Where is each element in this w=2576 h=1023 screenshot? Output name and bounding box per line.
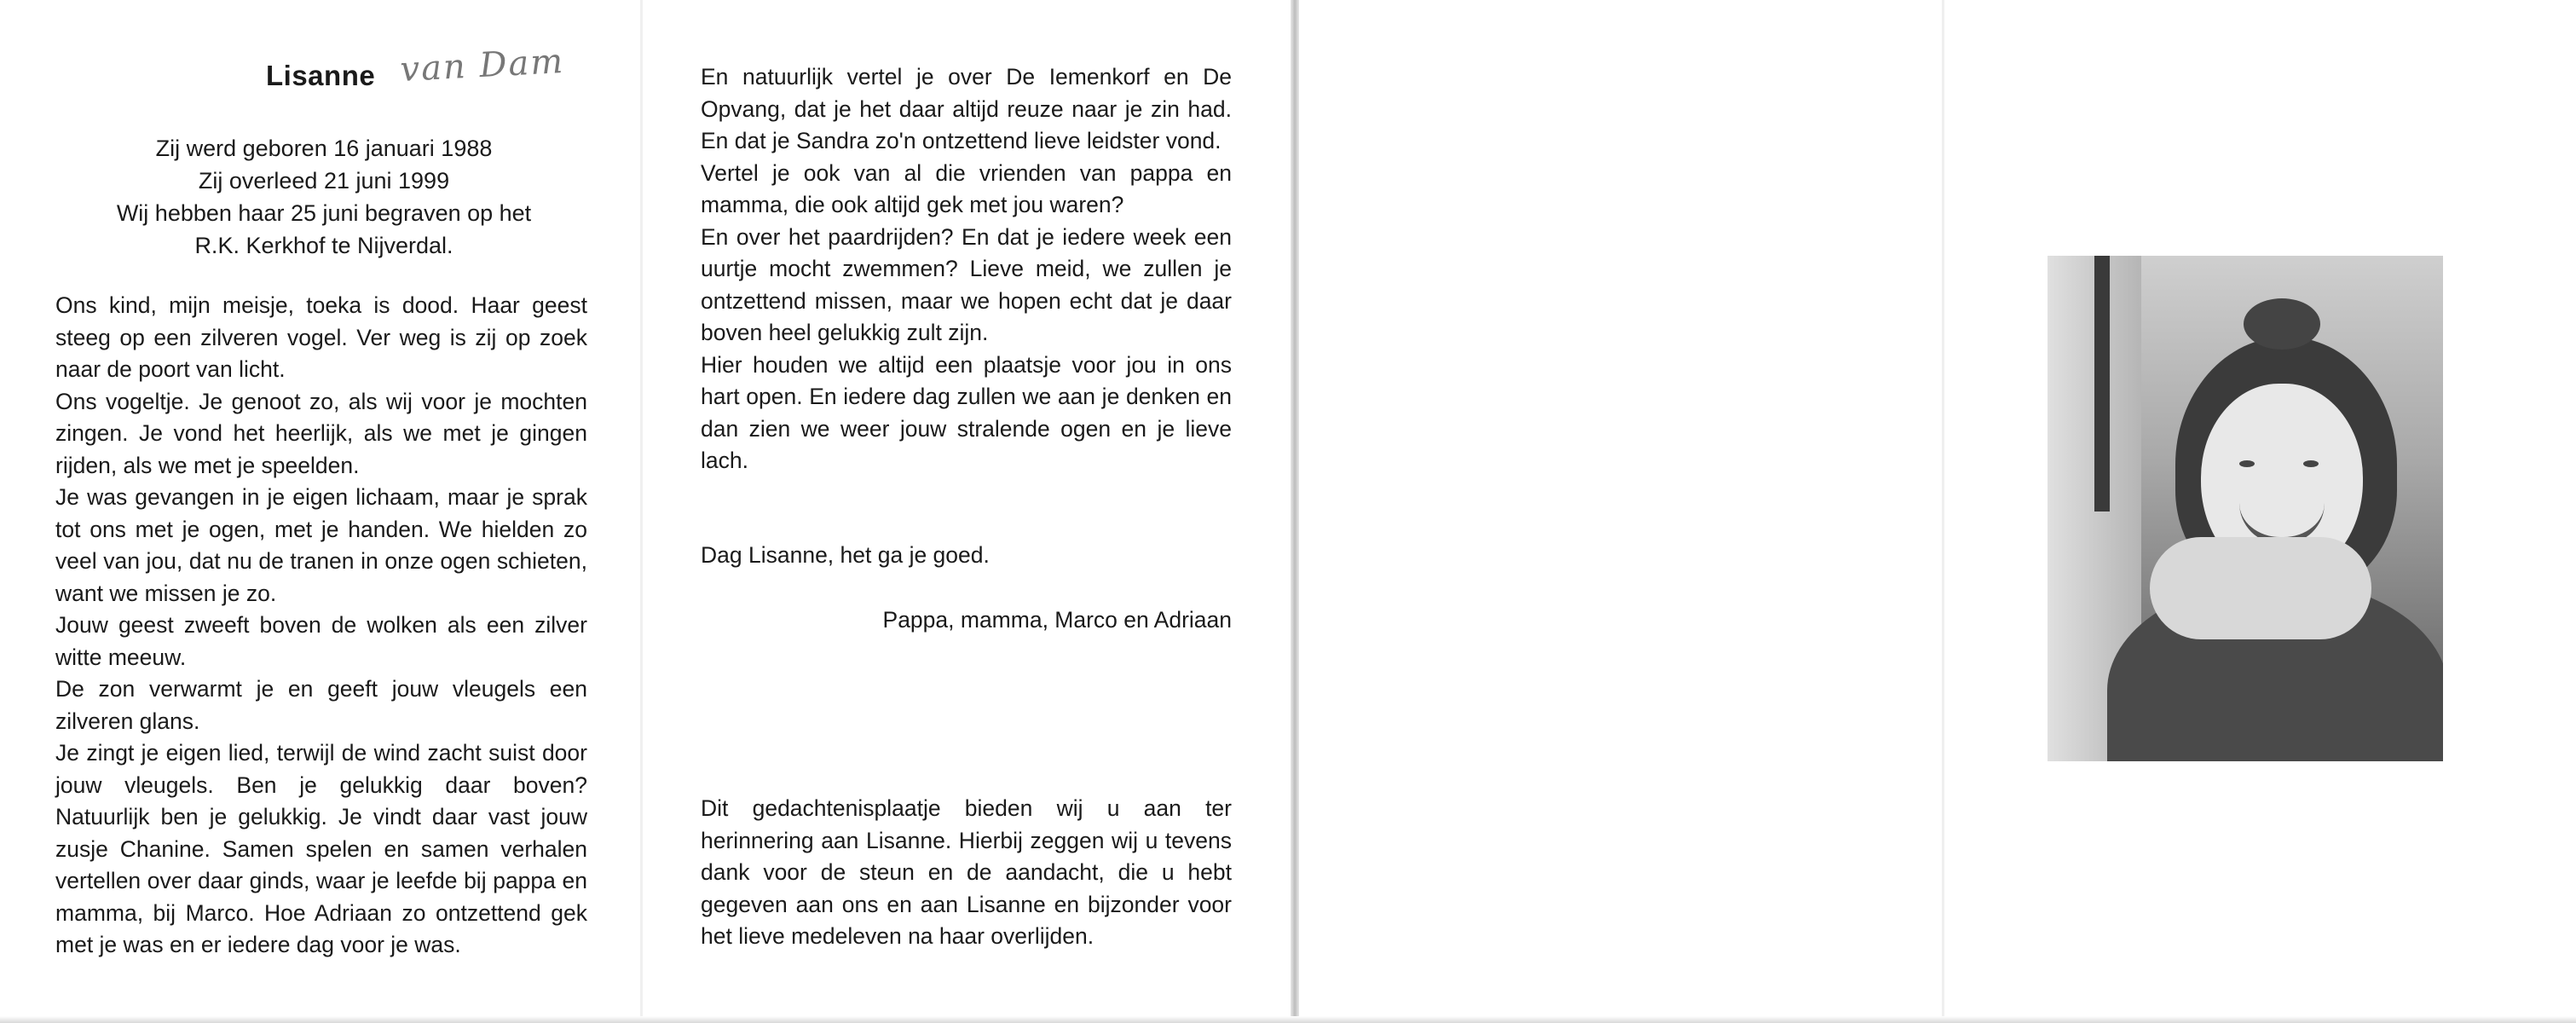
family-signoff: Pappa, mamma, Marco en Adriaan xyxy=(882,607,1232,633)
cemetery-line: R.K. Kerkhof te Nijverdal. xyxy=(194,233,453,258)
photo-eye-right xyxy=(2303,460,2319,467)
birth-line: Zij werd geboren 16 januari 1988 xyxy=(155,136,493,161)
fold-line-left xyxy=(640,0,643,1023)
photo-door-frame xyxy=(2094,256,2110,512)
poem-paragraph: En over het paardrijden? En dat je iedere week een uurtje mocht zwemmen? Lieve meid, we zullen je ontzettend missen, maar we hopen echt dat je daar boven heel gelukkig zult zijn. xyxy=(701,223,1232,345)
thanks-paragraph xyxy=(701,793,1232,953)
burial-line: Wij hebben haar 25 juni begraven op het xyxy=(116,200,532,226)
thanks-text: Dit gedachtenisplaatje bieden wij u aan ter herinnering aan Lisanne. Hierbij zeggen wij u tevens dank voor de steun en de aandacht, die u hebt gegeven aan ons en aan Lisanne en bijzonder voor het lieve medeleven na haar overlijden. xyxy=(701,795,1232,949)
photo-eye-left xyxy=(2239,460,2255,467)
name-header xyxy=(266,42,566,106)
poem-paragraph: Je zingt je eigen lied, terwijl de wind zacht suist door jouw vleugels. Ben je gelukkig daar boven? Natuurlijk ben je gelukkig. Je vindt daar vast jouw zusje Chanine. Samen spelen en samen verhalen vertellen over daar ginds, waar je leefde bij pappa en mamma, bij Marco. Hoe Adriaan zo ontzettend gek met je was en er iedere dag voor je was. xyxy=(55,740,587,957)
poem-paragraph: De zon verwarmt je en geeft jouw vleugels een zilveren glans. xyxy=(55,676,587,734)
poem-paragraph: Hier houden we altijd een plaatsje voor jou in ons hart open. En iedere dag zullen we aan je denken en dan zien we weer jouw stralende ogen en je lieve lach. xyxy=(701,351,1232,473)
death-line: Zij overleed 21 juni 1999 xyxy=(198,168,450,194)
fold-line-right xyxy=(1942,0,1944,1023)
fold-line-center xyxy=(1291,0,1299,1023)
dates-block xyxy=(68,132,580,262)
poem-right-column xyxy=(701,61,1232,477)
poem-paragraph: Jouw geest zweeft boven de wolken als een zilver witte meeuw. xyxy=(55,612,587,670)
photo-hair-bow xyxy=(2244,298,2320,350)
poem-paragraph: Je was gevangen in je eigen lichaam, maar je sprak tot ons met je ogen, met je handen. We hielden zo veel van jou, dat nu de tranen in onze ogen schieten, want we missen je zo. xyxy=(55,484,587,606)
photo-hands xyxy=(2150,537,2371,639)
handwritten-signature: van Dam xyxy=(399,42,566,90)
farewell-line: Dag Lisanne, het ga je goed. xyxy=(701,542,990,568)
poem-paragraph: En natuurlijk vertel je over De Iemenkorf en De Opvang, dat je het daar altijd reuze naar je zin had. En dat je Sandra zo'n ontzettend lieve leidster vond. xyxy=(701,64,1232,153)
poem-paragraph: Ons vogeltje. Je genoot zo, als wij voor je mochten zingen. Je vond het heerlijk, als we met je gingen rijden, als we met je speelden. xyxy=(55,388,587,478)
memorial-photo xyxy=(2048,256,2443,761)
poem-paragraph: Vertel je ook van al die vrienden van pappa en mamma, die ook altijd gek met jou waren? xyxy=(701,159,1232,217)
card-bottom-edge xyxy=(0,1016,2576,1023)
poem-paragraph: Ons kind, mijn meisje, toeka is dood. Haar geest steeg op een zilveren vogel. Ver weg is zij op zoek naar de poort van licht. xyxy=(55,292,587,382)
poem-left-column xyxy=(55,290,587,962)
deceased-name: Lisanne xyxy=(266,60,376,91)
